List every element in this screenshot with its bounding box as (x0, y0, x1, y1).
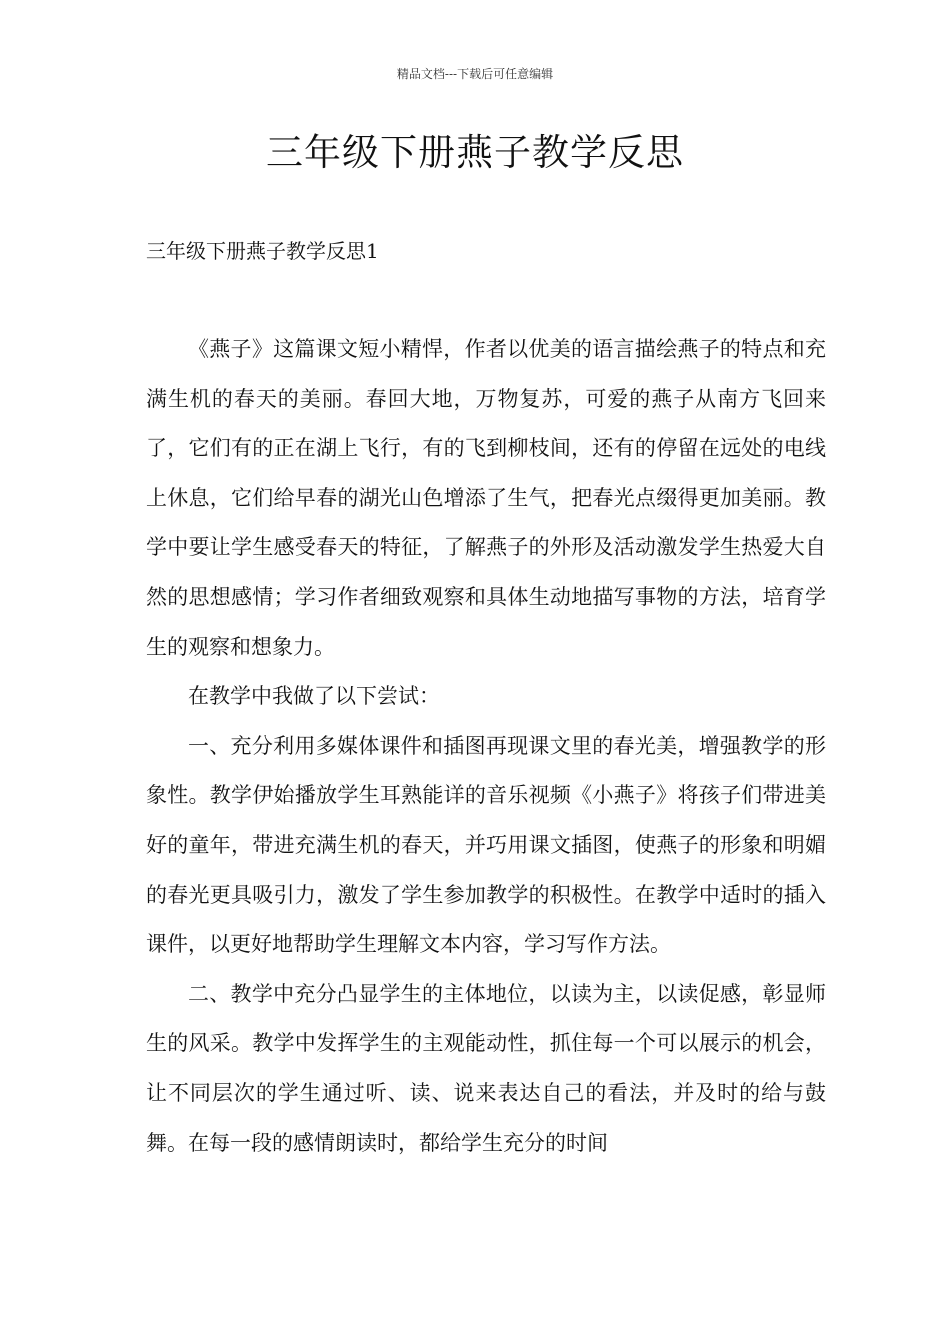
header-note: 精品文档---下载后可任意编辑 (396, 67, 554, 81)
paragraph-point-one: 一、充分利用多媒体课件和插图再现课文里的春光美，增强教学的形象性。教学伊始播放学生耳熟能详的音乐视频《小燕子》将孩子们带进美好的童年，带进充满生机的春天，并巧用课文插图，使燕子的形象和明媚的春光更具吸引力，激发了学生参加教学的积极性。在教学中适时的插入课件，以更好地帮助学生理解文本内容，学习写作方法。 (146, 733, 826, 957)
document-body (146, 325, 826, 1168)
document-title: 三年级下册燕子教学反思 (266, 131, 684, 174)
paragraph-attempts: 在教学中我做了以下尝试： (188, 684, 440, 709)
paragraph-point-two: 二、教学中充分凸显学生的主体地位，以读为主，以读促感，彰显师生的风采。教学中发挥学生的主观能动性，抓住每一个可以展示的机会，让不同层次的学生通过听、读、说来表达自己的看法，并及时的给与鼓舞。在每一段的感情朗读时，都给学生充分的时间 (146, 981, 826, 1155)
paragraph-intro: 《燕子》这篇课文短小精悍，作者以优美的语言描绘燕子的特点和充满生机的春天的美丽。春回大地，万物复苏，可爱的燕子从南方飞回来了，它们有的正在湖上飞行，有的飞到柳枝间，还有的停留在远处的电线上休息，它们给早春的湖光山色增添了生气，把春光点缀得更加美丽。教学中要让学生感受春天的特征，了解燕子的外形及活动激发学生热爱大自然的思想感情；学习作者细致观察和具体生动地描写事物的方法，培育学生的观察和想象力。 (146, 337, 826, 659)
section-heading: 三年级下册燕子教学反思1 (146, 239, 379, 263)
